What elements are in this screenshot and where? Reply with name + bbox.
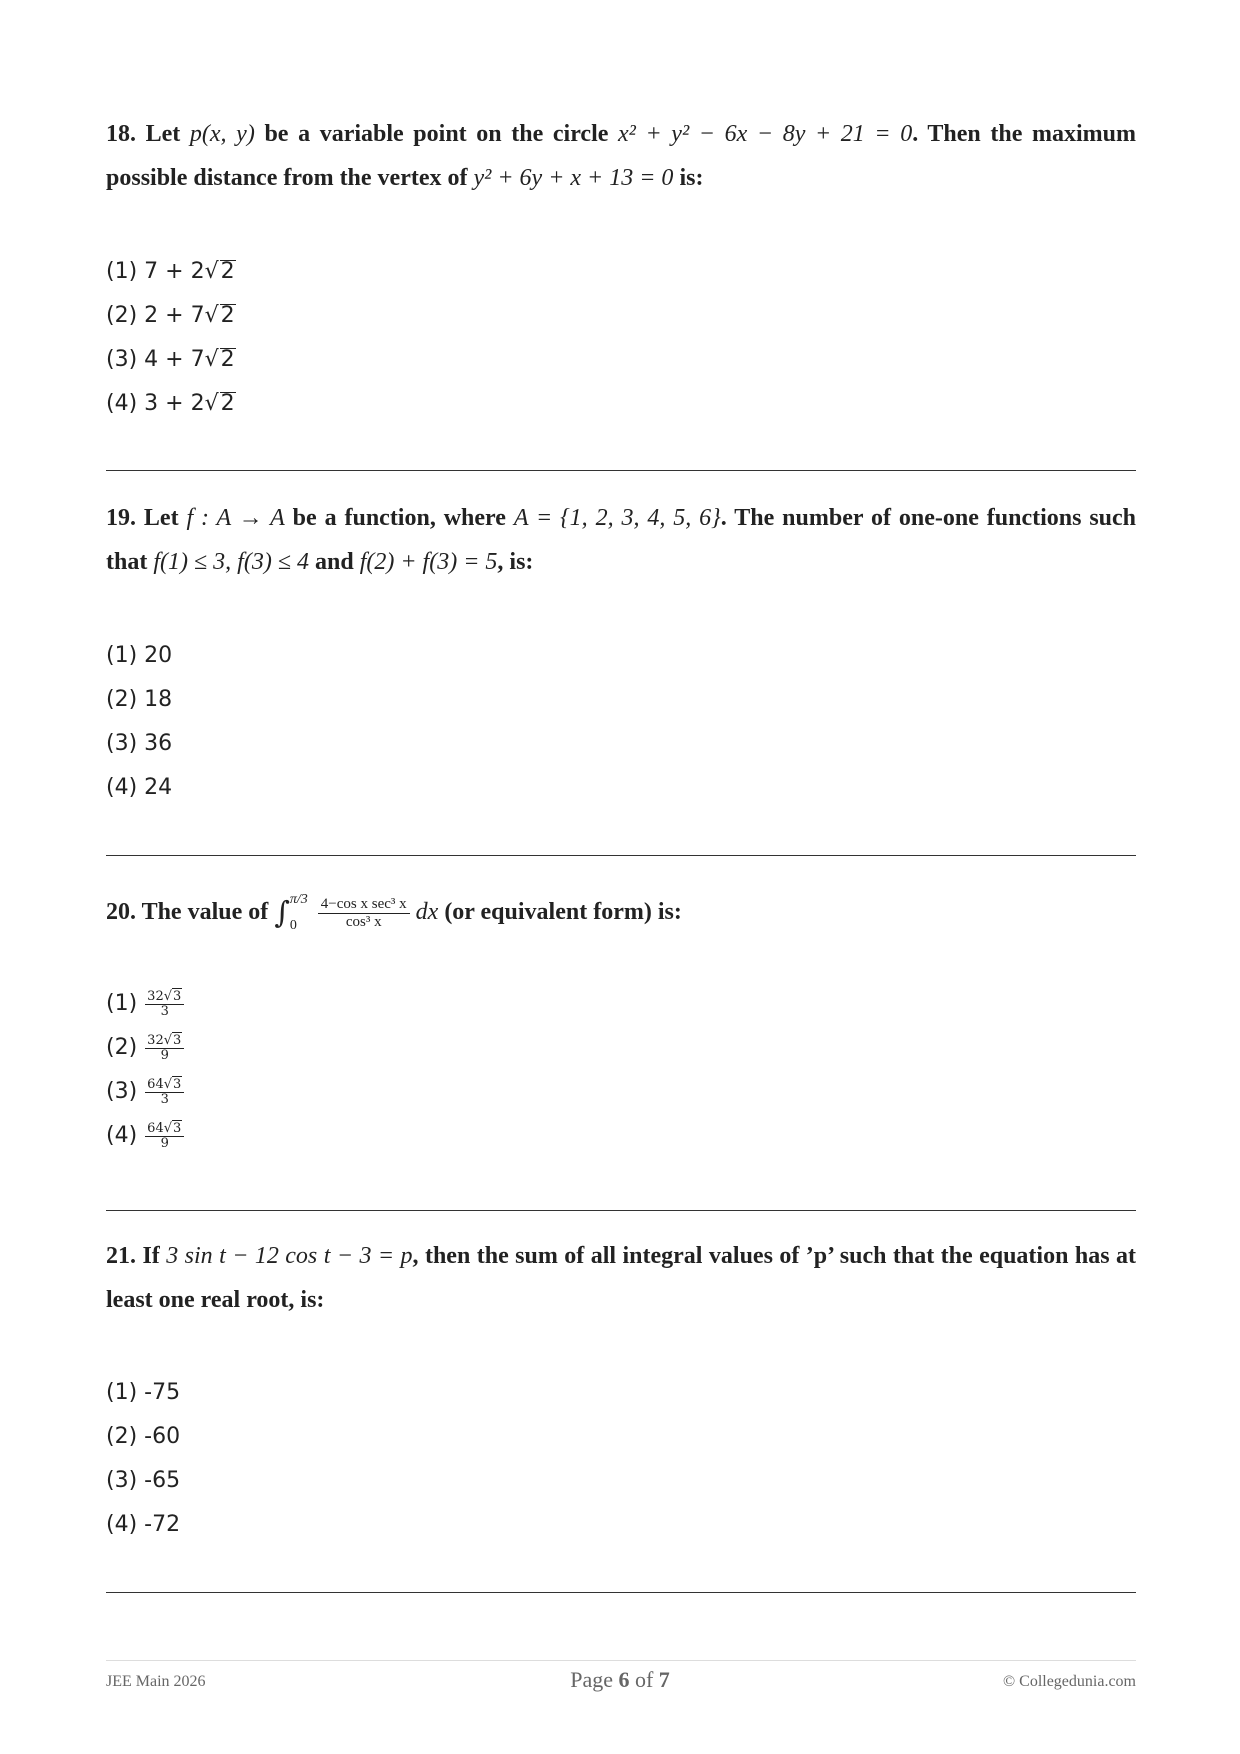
option[interactable]: (4) -72 xyxy=(106,1512,181,1537)
option[interactable]: (2) $\frac{32√3}{9}$ xyxy=(106,1026,184,1070)
question-21-options xyxy=(106,1371,180,1547)
integral-sign: ∫ xyxy=(274,895,290,931)
question-20-options xyxy=(106,982,184,1158)
question-21-text: 21. If 3 sin t − 12 cos t − 3 = p, then the sum of all integral values of ’p’ such that the equation has at least one real root, is: xyxy=(106,1243,1136,1313)
question-19-text: 19. Let f : A → A be a function, where A = {1, 2, 3, 4, 5, 6}. The number of one-one functions such that f(1) ≤ 3, f(3) ≤ 4 and f(2) + f(3) = 5, is: xyxy=(106,505,1137,575)
option[interactable]: (1) $\frac{32√3}{3}$ xyxy=(106,982,184,1026)
option[interactable]: (3) -65 xyxy=(106,1468,181,1493)
option[interactable]: (2) 2 + 7√2 xyxy=(106,303,235,328)
option[interactable]: (4) 24 xyxy=(106,775,173,800)
question-18 xyxy=(106,112,1136,200)
question-20-text: 20. The value of ∫ π/3 0 4−cos x sec³ x cos³ x dx (or equivalent form) is: xyxy=(106,892,682,934)
option[interactable]: (1) -75 xyxy=(106,1380,181,1405)
option[interactable]: (4) 3 + 2√2 xyxy=(106,391,235,416)
question-18-options xyxy=(106,250,236,426)
option[interactable]: (1) 7 + 2√2 xyxy=(106,259,235,284)
question-19-options xyxy=(106,634,172,810)
option[interactable]: (2) 18 xyxy=(106,687,173,712)
question-19 xyxy=(106,496,1136,584)
integrand: 4−cos x sec³ x cos³ x xyxy=(318,896,410,931)
integral-limits: π/3 0 xyxy=(289,892,308,934)
divider xyxy=(106,470,1136,471)
page-number: Page 6 of 7 xyxy=(570,1667,670,1692)
divider xyxy=(106,1592,1136,1593)
exam-page xyxy=(106,0,1136,1754)
option[interactable]: (3) $\frac{64√3}{3}$ xyxy=(106,1070,184,1114)
question-18-text: 18. Let p(x, y) be a variable point on the circle x² + y² − 6x − 8y + 21 = 0. Then the maximum possible distance from the vertex of y² + 6y + x + 13 = 0 is: xyxy=(106,121,1137,191)
footer-divider xyxy=(106,1660,1136,1661)
option[interactable]: (4) $\frac{64√3}{9}$ xyxy=(106,1114,184,1158)
option[interactable]: (1) 20 xyxy=(106,643,173,668)
option[interactable]: (3) 36 xyxy=(106,731,173,756)
divider xyxy=(106,1210,1136,1211)
divider xyxy=(106,855,1136,856)
footer-copyright: © Collegedunia.com xyxy=(1002,1673,1136,1690)
option[interactable]: (2) -60 xyxy=(106,1424,181,1449)
question-20 xyxy=(106,886,1136,939)
option[interactable]: (3) 4 + 7√2 xyxy=(106,347,235,372)
question-21 xyxy=(106,1234,1136,1322)
footer-exam-name: JEE Main 2026 xyxy=(106,1673,206,1690)
